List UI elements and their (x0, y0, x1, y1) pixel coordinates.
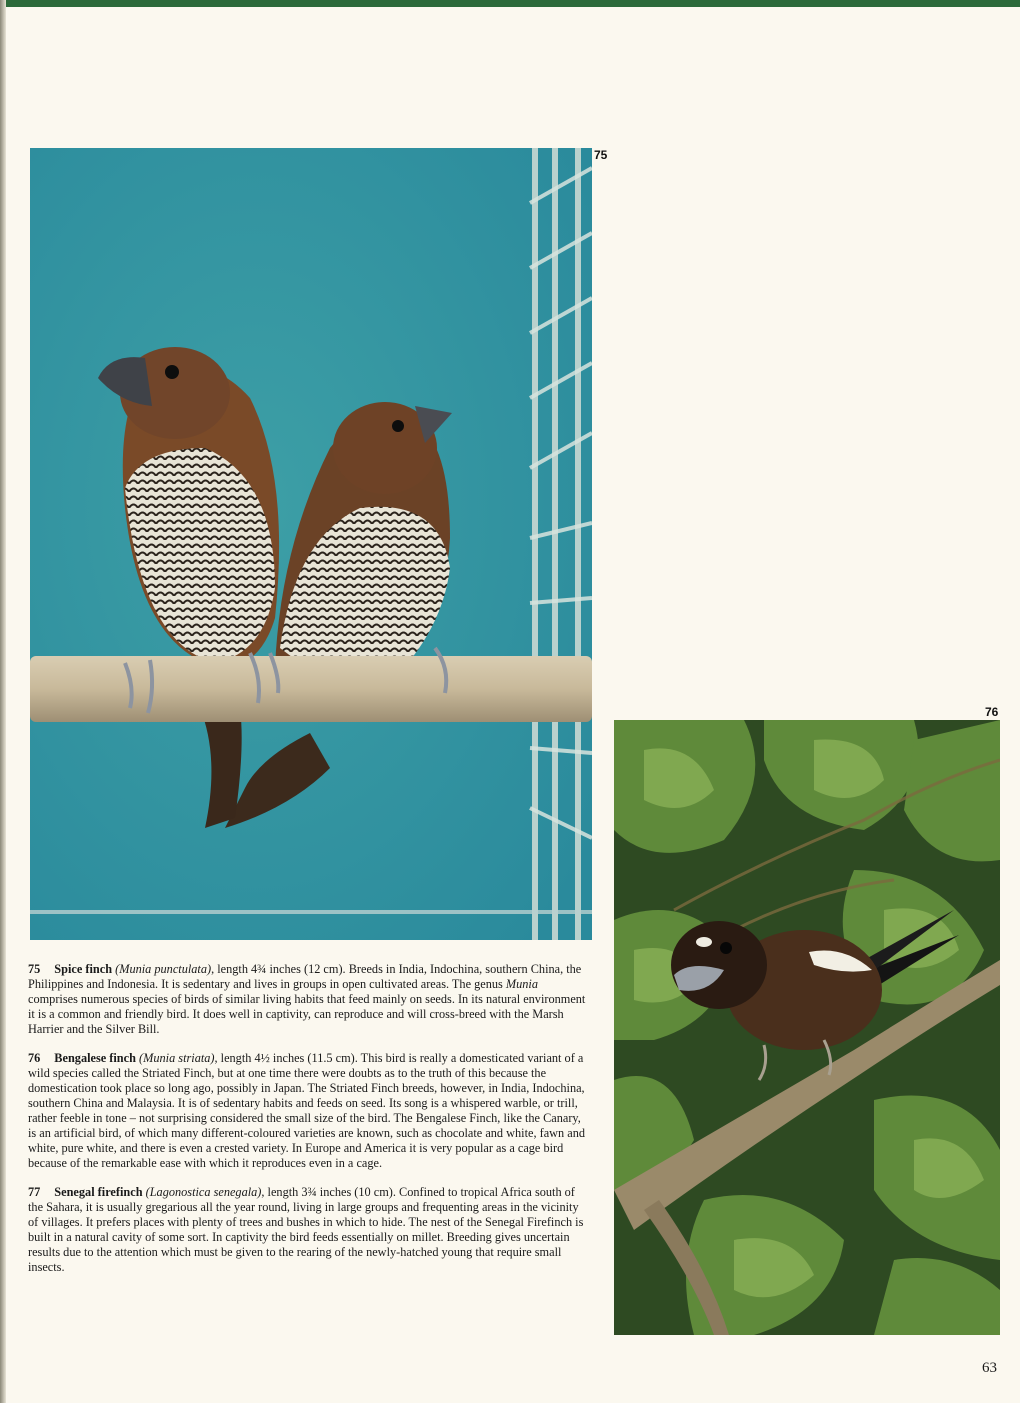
plate-number-76: 76 (985, 705, 999, 719)
caption-latin-name: (Lagonostica senegala) (145, 1185, 262, 1199)
caption-common-name: Bengalese finch (54, 1051, 136, 1065)
photo-bengalese-finch (614, 720, 1000, 1335)
caption-number: 75 (28, 962, 41, 976)
caption-77 (28, 1185, 590, 1275)
caption-text: , length 3¾ inches (10 cm). Confined to tropical Africa south of the Sahara, it is usually gregarious all the year round, living in large groups and frequenting areas in the vicinity of villages. It prefers places with plenty of trees and bushes in which to hide. The nest of the Senegal Firefinch is built in a natural cavity of some sort. In captivity the bird feeds essentially on millet. Breeding gives uncertain results due to the attention which must be given to the rearing of the newly-hatched young that require small insects. (28, 1185, 584, 1274)
caption-76 (28, 1051, 590, 1171)
bengalese-finch-illustration (614, 720, 1000, 1335)
page-number: 63 (982, 1360, 997, 1376)
caption-common-name: Spice finch (54, 962, 113, 976)
top-color-band (0, 0, 1020, 7)
page-binding-edge (0, 0, 6, 1403)
caption-latin-name: (Munia striata) (139, 1051, 215, 1065)
caption-number: 76 (28, 1051, 41, 1065)
captions-block (28, 962, 590, 1289)
caption-common-name: Senegal firefinch (54, 1185, 143, 1199)
photo-spice-finch (30, 148, 592, 940)
caption-text: , length 4¾ inches (12 cm). Breeds in India, Indochina, southern China, the Philippines and Indonesia. It is sedentary and lives in groups in open cultivated areas. The genus (28, 962, 582, 991)
caption-number: 77 (28, 1185, 41, 1199)
plate-number-75: 75 (594, 148, 608, 162)
caption-latin-name: (Munia punctulata) (115, 962, 212, 976)
caption-75 (28, 962, 590, 1037)
caption-text: , length 4½ inches (11.5 cm). This bird is really a domesticated variant of a wild species called the Striated Finch, but at one time there were doubts as to the truth of this because the domestication took place so long ago, possibly in Japan. The Striated Finch breeds, however, in India, Indochina, southern China and Malaysia. It is of sedentary habits and feeds on seed. Its song is a whispered warble, or trill, rather feeble in tone – not surprising considered the small size of the bird. The Bengalese Finch, like the Canary, is an artificial bird, of which many different-coloured varieties are known, such as chocolate and white, fawn and white, pure white, and there is even a crested variety. In Europe and America it is very popular as a cage bird because of the remarkable ease with which it reproduces even in a cage. (28, 1051, 586, 1170)
caption-text: comprises numerous species of birds of similar living habits that feed mainly on seeds. In its natural environment it is a common and friendly bird. It does well in captivity, can reproduce and will cross-breed with the Marsh Harrier and the Silver Bill. (28, 992, 586, 1036)
caption-genus: Munia (505, 977, 538, 991)
spice-finch-illustration (30, 148, 592, 940)
